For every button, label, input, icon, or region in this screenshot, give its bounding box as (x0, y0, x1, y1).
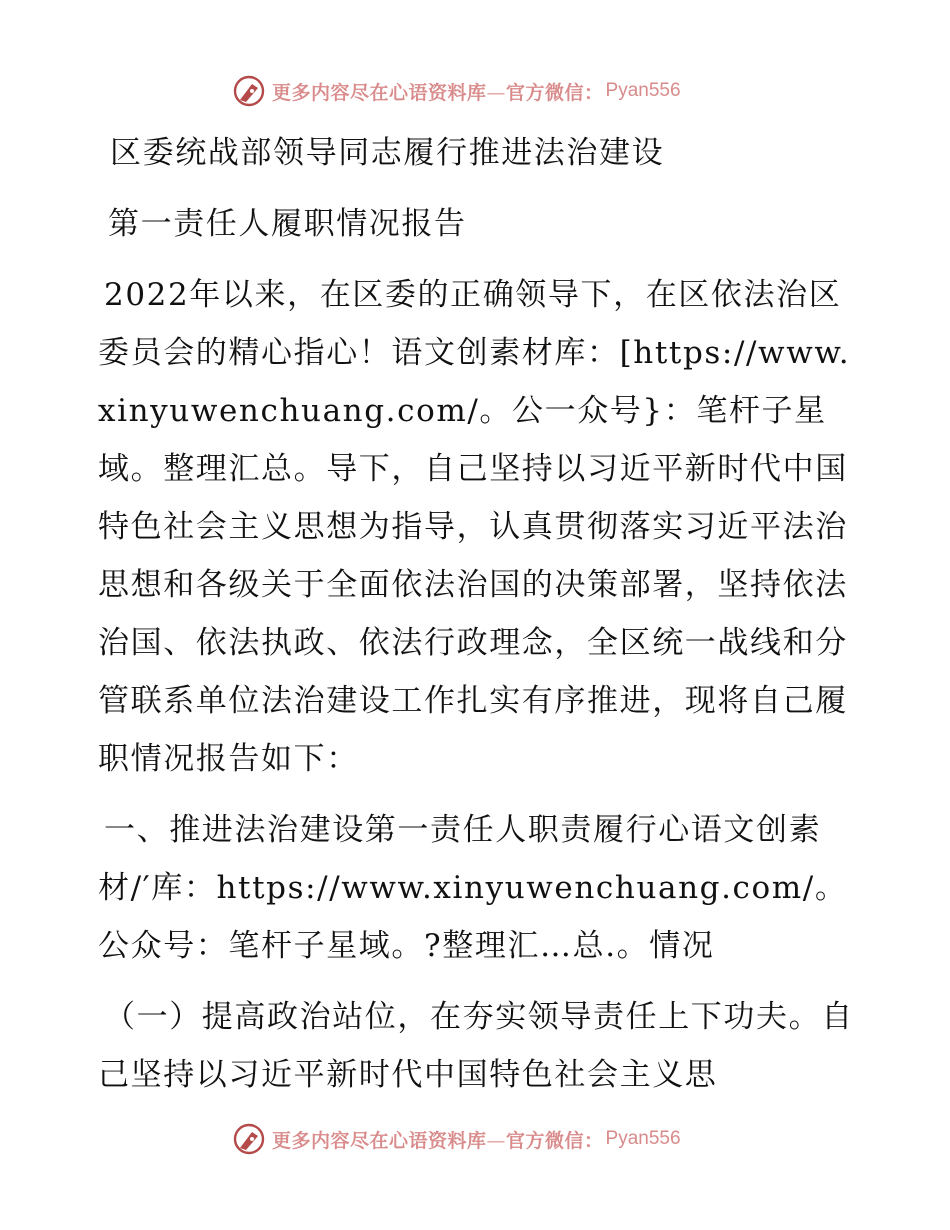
watermark-text: 更多内容尽在心语资料库—官方微信： (272, 81, 604, 104)
subsection-heading: （一）提高政治站位，在夯实领导责任上下功夫。自己坚持以习近平新时代中国特色社会主义思 (98, 999, 854, 1093)
watermark-wechat-id: Pyan556 (605, 1128, 681, 1149)
pen-nib-circle-icon (232, 1122, 266, 1156)
watermark-banner-bottom (232, 1122, 681, 1156)
watermark-wechat-id: Pyan556 (605, 80, 681, 101)
document-body (98, 124, 858, 1104)
pen-nib-circle-icon (232, 74, 266, 108)
watermark-text: 更多内容尽在心语资料库—官方微信： (272, 1129, 604, 1152)
document-title-line-2: 第一责任人履职情况报告 (108, 206, 467, 242)
watermark-banner-top (232, 74, 681, 108)
section-heading: 一、推进法治建设第一责任人职责履行心语文创素材/′库：https://www.xinyuwenchuang.com/。公众号：笔杆子星域。?整理汇…总.。情况 (98, 812, 848, 964)
document-title-line-1: 区委统战部领导同志履行推进法治建设 (110, 135, 665, 171)
intro-paragraph: 2022年以来，在区委的正确领导下，在区依法治区委员会的精心指心！语文创素材库：[https://www.xinyuwenchuang.com/。公一众号}：笔杆子星域。整理汇总。导下，自己坚持以习近平新时代中国特色社会主义思想为指导，认真贯彻落实习近平法治思想和各级关于全面依法治国的决策部署，坚持依法治国、依法执政、依法行政理念，全区统一战线和分管联系单位法治建设工作扎实有序推进，现将自己履职情况报告如下： (98, 277, 851, 777)
